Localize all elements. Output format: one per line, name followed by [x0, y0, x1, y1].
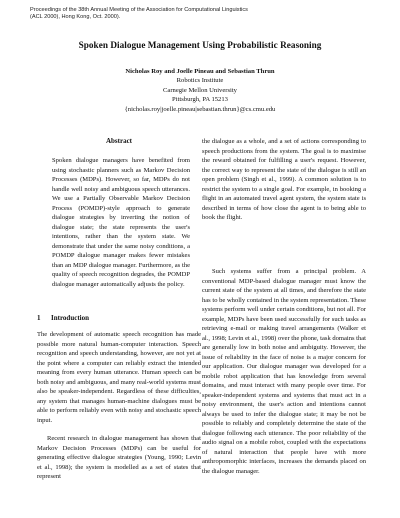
section-title: Introduction [51, 314, 89, 322]
section-number: 1 [37, 314, 41, 322]
introduction-paragraph-1: The development of automatic speech recognition has made possible more natural human-computer interaction. Speech recognition and speech understanding, however, are not yet at the point where a computer can reliably extract the intended meaning from every human utterance. Human speech can be both noisy and ambiguous, and many real-world systems must also be speaker-independent. Regardless of these difficulties, any system that manages human-machine dialogues must be able to perform reliably even with noisy and stochastic speech input. [37, 331, 201, 424]
section-heading-introduction [37, 314, 89, 322]
proceedings-header [30, 7, 248, 21]
abstract-text: Spoken dialogue managers have benefited from using stochastic planners such as Markov Decision Processes (MDPs). However, so far, MDPs do not handle well noisy and ambiguous speech utterances. We use a Partially Observable Markov Decision Process (POMDP)-style approach to generate dialogue strategies by inverting the notion of dialogue state; the state represents the user's intentions, rather than the system state. We demonstrate that under the same noisy conditions, a POMDP dialogue manager makes fewer mistakes than an MDP dialogue manager. Furthermore, as the quality of speech recognition degrades, the POMDP dialogue manager automatically adjusts the policy. [52, 157, 190, 288]
author-block [0, 67, 400, 114]
affiliation-university: Carnegie Mellon University [163, 86, 237, 94]
abstract-heading: Abstract [105, 137, 133, 145]
author-emails: {nicholas.roy|joelle.pineau|sebastian.thrun}@cs.cmu.edu [124, 105, 276, 113]
abstract-body [52, 156, 190, 289]
proceedings-line-2: (ACL 2000), Hong Kong, Oct. 2000). [30, 14, 121, 20]
proceedings-line-1: Proceedings of the 38th Annual Meeting of the Association for Computational Linguistics [30, 7, 248, 13]
affiliation-institute: Robotics Institute [176, 77, 224, 85]
right-column-paragraph-1: the dialogue as a whole, and a set of actions corresponding to speech productions from the system. The goal is to maximise the reward obtained for fulfilling a user's request. However, the correct way to represent the state of the dialogue is still an open problem (Singh et al., 1999). A common solution is to restrict the system to a single goal. For example, in booking a flight in an automated travel agent system, the system state is described in terms of how close the agent is to being able to book the flight. [202, 138, 366, 221]
paper-title: Spoken Dialogue Management Using Probabilistic Reasoning [78, 40, 322, 50]
introduction-paragraph-2: Recent research in dialogue management has shown that Markov Decision Processes (MDPs) can be useful for generating effective dialogue strategies (Young, 1990; Levin et al., 1998); the system is modelled as a set of states that represent [37, 435, 201, 480]
right-column-paragraph-2: Such systems suffer from a principal problem. A conventional MDP-based dialogue manager must know the current state of the system at all times, and therefore the state has to be wholly contained in the system representation. These systems perform well under certain conditions, but not all. For example, MDPs have been used successfully for such tasks as retrieving e-mail or making travel arrangements (Walker et al., 1998; Levin et al., 1998) over the phone, task domains that are generally low in both noise and ambiguity. However, the issue of reliability in the face of noise is a major concern for our application. Our dialogue manager was developed for a mobile robot application that has knowledge from several domains, and must interact with many people over time. For speaker-independent systems and systems that must act in a noisy environment, the user's action and intentions cannot always be used to infer the dialogue state; it may be not be possible to reliably and completely determine the state of the dialogue following each utterance. The poor reliability of the audio signal on a mobile robot, coupled with the expectations of natural interaction that people have with more anthropomorphic interfaces, increases the demands placed on the dialogue manager. [202, 268, 366, 475]
affiliation-address: Pittsburgh, PA 15213 [172, 96, 228, 104]
author-names: Nicholas Roy and Joelle Pineau and Sebastian Thrun [125, 68, 275, 75]
